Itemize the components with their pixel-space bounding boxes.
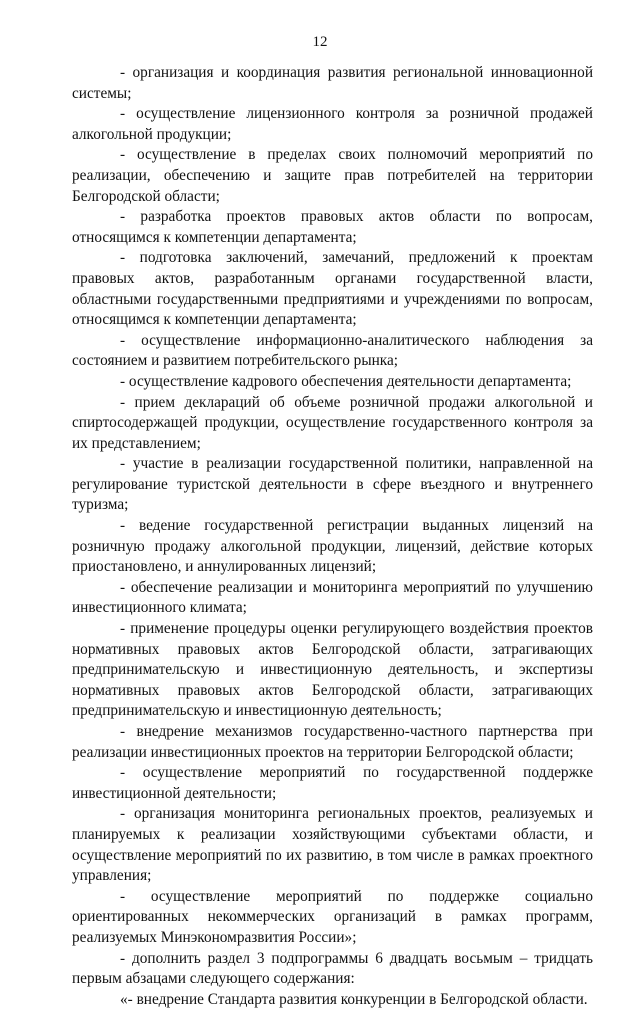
paragraph-12: - применение процедуры оценки регулирующего воздействия проектов нормативных правовых актов Белгородской области, затрагивающих предпринимательскую и инвестиционную деятельность, и экспертизы нормативных правовых актов Белгородской области, затрагивающих предпринимательскую и инвестиционную деятельность; bbox=[72, 620, 593, 720]
paragraph-14: - осуществление мероприятий по государственной поддержке инвестиционной деятельности; bbox=[72, 764, 593, 802]
page-number: 12 bbox=[312, 34, 328, 50]
paragraph-16: - осуществление мероприятий по поддержке социально ориентированных некоммерческих организаций в рамках программ, реализуемых Минэкономразвития России»; bbox=[72, 887, 593, 946]
paragraph-7: - осуществление кадрового обеспечения деятельности департамента; bbox=[120, 372, 572, 390]
paragraph-17: - дополнить раздел 3 подпрограммы 6 двадцать восьмым – тридцать первым абзацами следующего содержания: bbox=[72, 949, 593, 988]
paragraph-5: - подготовка заключений, замечаний, предложений к проектам правовых актов, разработанным органами государственной власти, областными государственными предприятиями и учреждениями по вопросам, относящимся к компетенции департамента; bbox=[72, 249, 593, 329]
paragraph-11: - обеспечение реализации и мониторинга мероприятий по улучшению инвестиционного климата; bbox=[72, 578, 593, 617]
paragraph-1: - организация и координация развития региональной инновационной системы; bbox=[72, 64, 593, 102]
paragraph-4: - разработка проектов правовых актов области по вопросам, относящимся к компетенции департамента; bbox=[72, 208, 593, 246]
paragraph-15: - организация мониторинга региональных проектов, реализуемых и планируемых к реализации хозяйствующими субъектами области, и осуществление мероприятий по их развитию, в том числе в рамках проектного управления; bbox=[72, 805, 593, 885]
paragraph-8: - прием деклараций об объеме розничной продажи алкогольной и спиртосодержащей продукции, осуществление государственного контроля за их представлением; bbox=[72, 393, 593, 452]
paragraph-6: - осуществление информационно-аналитического наблюдения за состоянием и развитием потребительского рынка; bbox=[72, 331, 593, 370]
paragraph-10: - ведение государственной регистрации выданных лицензий на розничную продажу алкогольной продукции, лицензий, действие которых приостановлено, и аннулированных лицензий; bbox=[72, 517, 593, 576]
paragraph-18: «- внедрение Стандарта развития конкуренции в Белгородской области. bbox=[120, 990, 588, 1008]
paragraph-13: - внедрение механизмов государственно-частного партнерства при реализации инвестиционных проектов на территории Белгородской области; bbox=[72, 723, 593, 761]
paragraph-3: - осуществление в пределах своих полномочий мероприятий по реализации, обеспечению и защите прав потребителей на территории Белгородской области; bbox=[72, 146, 593, 205]
paragraph-9: - участие в реализации государственной политики, направленной на регулирование туристской деятельности в сфере въездного и внутреннего туризма; bbox=[72, 455, 593, 514]
paragraph-2: - осуществление лицензионного контроля за розничной продажей алкогольной продукции; bbox=[72, 105, 593, 143]
document-body bbox=[72, 63, 593, 1010]
